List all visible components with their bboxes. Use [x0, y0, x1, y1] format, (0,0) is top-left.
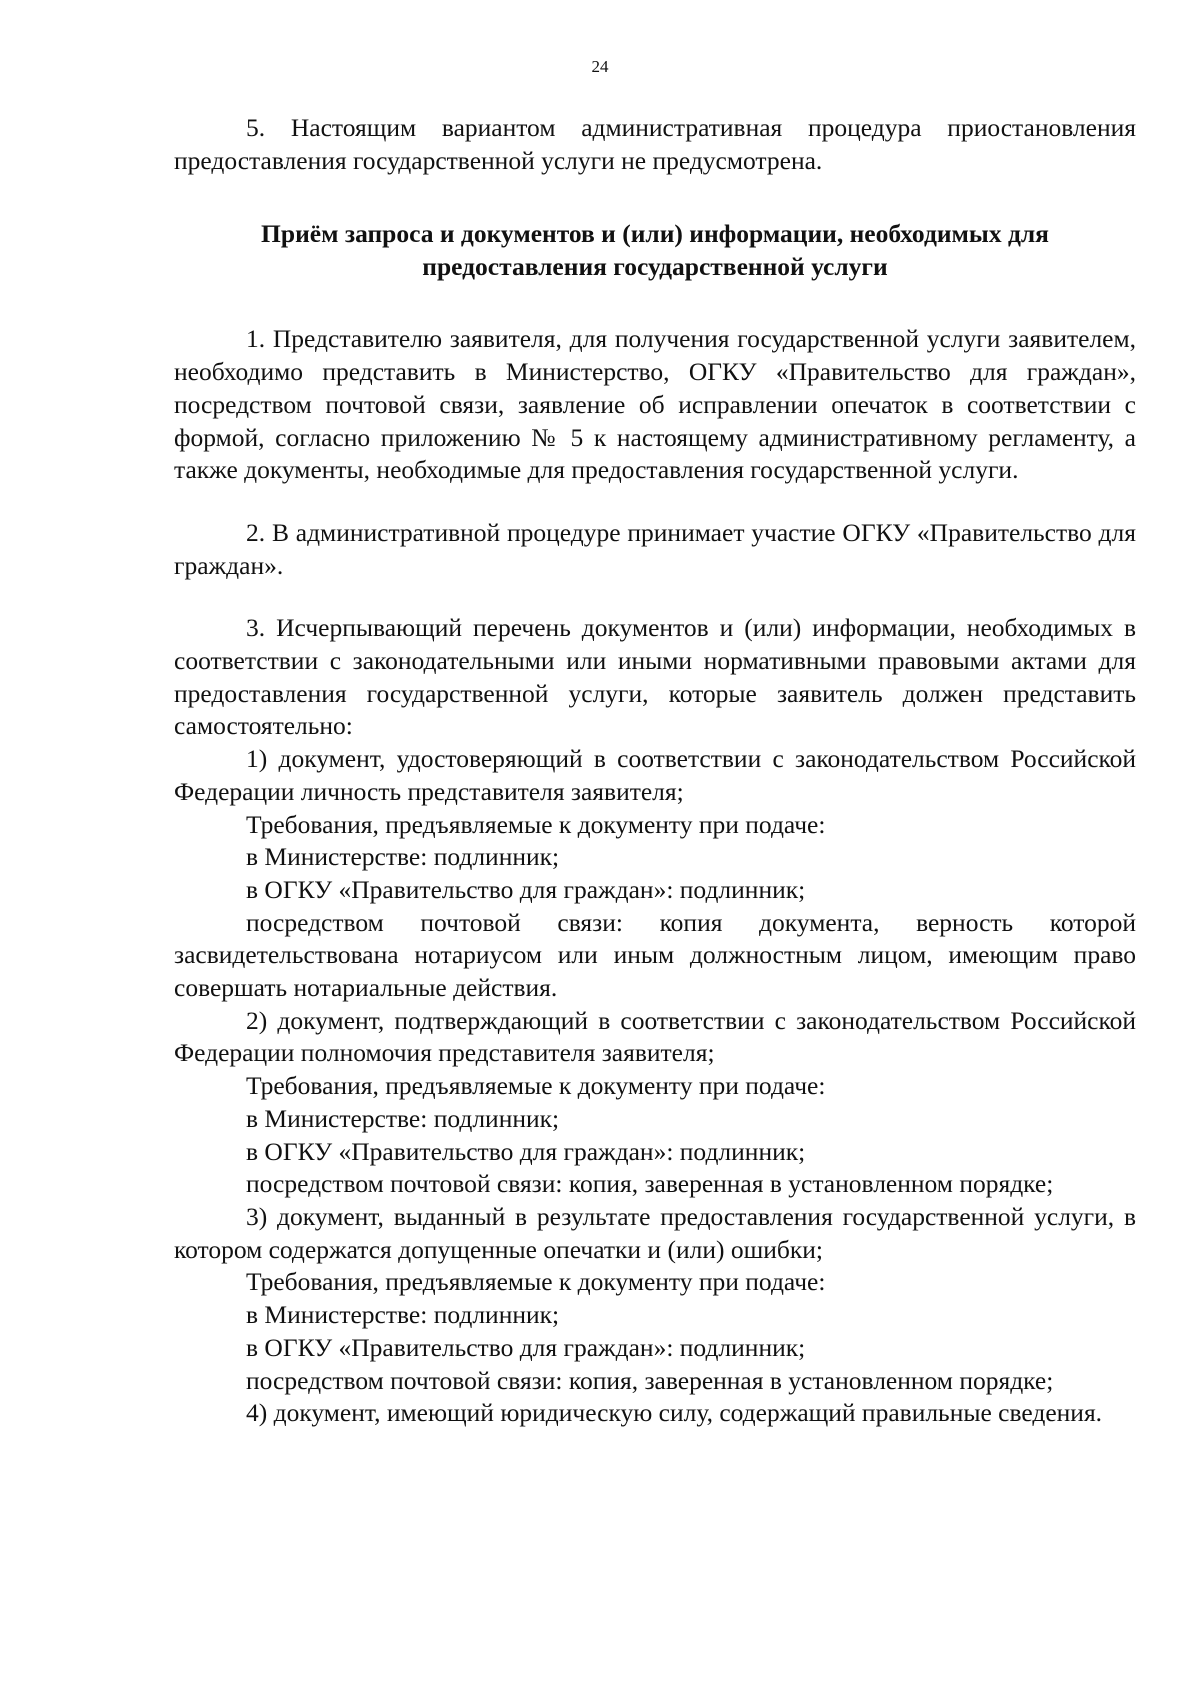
- list-item-1-post: посредством почтовой связи: копия документа, верность которой засвидетельствована нотариусом или иным должностным лицом, имеющим право совершать нотариальные действия.: [174, 907, 1136, 1003]
- list-item-3-ogku: в ОГКУ «Правительство для граждан»: подлинник;: [246, 1332, 806, 1362]
- document-body: [174, 112, 1136, 1430]
- paragraph-2: 2. В административной процедуре принимает участие ОГКУ «Правительство для граждан».: [174, 517, 1136, 580]
- list-item-3-post: посредством почтовой связи: копия, заверенная в установленном порядке;: [246, 1365, 1054, 1395]
- list-item-1: 1) документ, удостоверяющий в соответствии с законодательством Российской Федерации личность представителя заявителя;: [174, 744, 1136, 806]
- paragraph-5-intro: 5. Настоящим вариантом административная процедура приостановления предоставления государственной услуги не предусмотрена.: [174, 113, 1136, 175]
- list-item-3-ministry: в Министерстве: подлинник;: [246, 1300, 560, 1330]
- list-item-3: 3) документ, выданный в результате предоставления государственной услуги, в котором содержатся допущенные опечатки и (или) ошибки;: [174, 1201, 1136, 1264]
- section-heading-line-2: предоставления государственной услуги: [422, 252, 888, 282]
- list-item-2-ogku: в ОГКУ «Правительство для граждан»: подлинник;: [246, 1136, 806, 1166]
- list-item-1-ministry: в Министерстве: подлинник;: [246, 842, 560, 872]
- paragraph-1: 1. Представителю заявителя, для получения государственной услуги заявителем, необходимо представить в Министерство, ОГКУ «Правительство для граждан», посредством почтовой связи, заявление об исправлении опечаток в соответствии с формой, согласно приложению № 5 к настоящему административному регламенту, а также документы, необходимые для предоставления государственной услуги.: [174, 324, 1136, 485]
- list-item-2-ministry: в Министерстве: подлинник;: [246, 1103, 560, 1133]
- page-number: 24: [591, 57, 609, 76]
- list-item-2: 2) документ, подтверждающий в соответствии с законодательством Российской Федерации полномочия представителя заявителя;: [174, 1005, 1136, 1068]
- list-item-1-requirements: Требования, предъявляемые к документу при подаче:: [246, 809, 826, 839]
- paragraph-3: 3. Исчерпывающий перечень документов и (или) информации, необходимых в соответствии с законодательными или иными нормативными правовыми актами для предоставления государственной услуги, которые заявитель должен представить самостоятельно:: [174, 613, 1136, 741]
- section-heading: [174, 217, 1136, 283]
- list-item-4: 4) документ, имеющий юридическую силу, содержащий правильные сведения.: [246, 1398, 1103, 1428]
- list-item-2-post: посредством почтовой связи: копия, заверенная в установленном порядке;: [246, 1169, 1054, 1199]
- section-heading-line-1: Приём запроса и документов и (или) информации, необходимых для: [261, 219, 1049, 249]
- list-item-1-ogku: в ОГКУ «Правительство для граждан»: подлинник;: [246, 874, 806, 904]
- list-item-2-requirements: Требования, предъявляемые к документу при подаче:: [246, 1071, 826, 1101]
- list-item-3-requirements: Требования, предъявляемые к документу при подаче:: [246, 1267, 826, 1297]
